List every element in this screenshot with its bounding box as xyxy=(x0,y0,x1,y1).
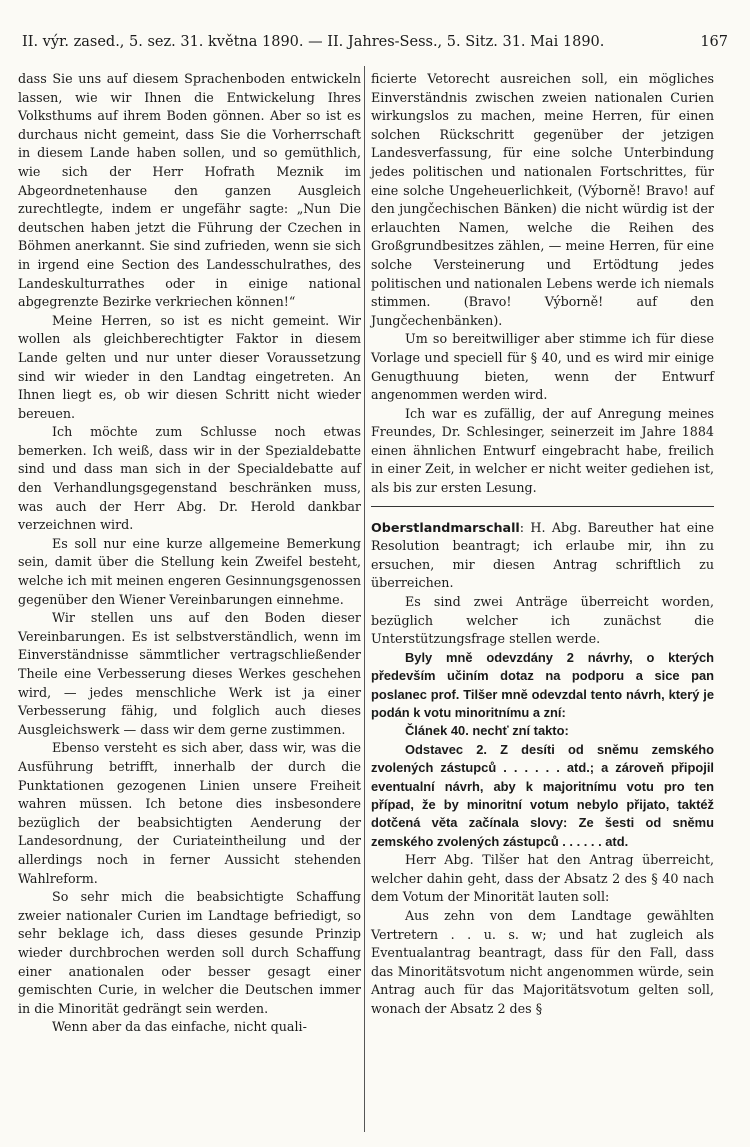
paragraph: Meine Herren, so ist es nicht gemeint. Wir wollen als gleichberechtigter Faktor in diesem Lande gelten und nur unter dieser Voraussetzung sind wir wieder in den Landtag eingetreten. An Ihnen liegt es, ob wir diesen Schritt nicht wieder bereuen. xyxy=(18,312,361,421)
paragraph: Es sind zwei Anträge überreicht worden, bezüglich welcher ich zunächst die Unterstützungsfrage stellen werde. xyxy=(371,594,714,647)
speaker-paragraph xyxy=(371,519,714,593)
paragraph: Herr Abg. Tilšer hat den Antrag überreicht, welcher dahin geht, dass der Absatz 2 des § 40 nach dem Votum der Minorität lauten soll: xyxy=(371,852,714,905)
paragraph: Wenn aber da das einfache, nicht quali- xyxy=(52,1019,307,1035)
paragraph: Ebenso versteht es sich aber, dass wir, was die Ausführung betrifft, innerhalb der durch die Punktationen gezogenen Linien unsere Freiheit wahren müssen. Ich betone dies insbesondere bezüglich der beabsichtigten Aenderung der Landesordnung, der Curiateintheilung und der allerdings noch in ferner Aussicht stehenden Wahlreform. xyxy=(18,740,361,886)
paragraph: dass Sie uns auf diesem Sprachenboden entwickeln lassen, wie wir Ihnen die Entwickelung Ihres Volksthums auf ihrem Boden gönnen. Aber so ist es durchaus nicht gemeint, dass Sie die Vorherrschaft in diesem Lande haben sollen, und so gemüthlich, wie sich der Herr Hofrath Meznik im Abgeordnetenhause den ganzen Ausgleich zurechtlegte, indem er ungefähr sagte: „Nun Die deutschen haben jetzt die Führung der Czechen in Böhmen anerkannt. Sie sind zufrieden, wenn sie sich in irgend eine Section des Landesschulrathes, des Landeskulturrathes oder in einige national abgegrenzte Bezirke verkriechen können!“ xyxy=(18,71,361,310)
header-text: II. výr. zased., 5. sez. 31. května 1890. — II. Jahres-Sess., 5. Sitz. 31. Mai 1890. xyxy=(22,34,605,50)
running-header xyxy=(22,34,728,60)
column-divider xyxy=(364,66,365,1132)
speaker-name: Oberstlandmarschall xyxy=(371,519,520,535)
paragraph: Um so bereitwilliger aber stimme ich für diese Vorlage und speciell für § 40, und es wird mir einige Genugthuung bieten, wenn der Entwurf angenommen werden wird. xyxy=(371,331,714,403)
paragraph: Aus zehn von dem Landtage gewählten Vertretern . . u. s. w; und hat zugleich als Eventualantrag beantragt, dass für den Fall, dass das Minoritätsvotum nicht angenommen würde, sein Antrag auch für das Majoritätsvotum gelten soll, wonach der Absatz 2 des § xyxy=(371,908,714,1017)
section-divider xyxy=(371,506,714,507)
paragraph: Es soll nur eine kurze allgemeine Bemerkung sein, damit über die Stellung kein Zweifel besteht, welche ich mit meinen engeren Gesinnungsgenossen gegenüber den Wiener Vereinbarungen einnehme. xyxy=(18,535,361,607)
page-number: 167 xyxy=(700,34,728,50)
paragraph: Článek 40. nechť zní takto: xyxy=(405,723,569,739)
speaker-text: : H. Abg. Bareuther hat eine Resolution beantragt; ich erlaube mir, ihn zu ersuchen, mir diesen Antrag schriftlich zu überreichen. xyxy=(371,519,714,591)
left-column xyxy=(18,70,361,1037)
paragraph: Ich möchte zum Schlusse noch etwas bemerken. Ich weiß, dass wir in der Spezialdebatte sind und dass man sich in der Specialdebatte auf den Verhandlungsgegenstand beschränken muss, was auch der Herr Abg. Dr. Herold dankbar verzeichnen wird. xyxy=(18,424,361,533)
paragraph: Wir stellen uns auf den Boden dieser Vereinbarungen. Es ist selbstverständlich, wenn im Einverständnisse sämmtlicher vertragschließender Theile eine Verbesserung dieses Werkes geschehen wird, — jedes menschliche Werk ist ja einer Verbesserung fähig, und folglich auch dieses Ausgleichswerk — dass wir dem gerne zustimmen. xyxy=(18,610,361,737)
paragraph: So sehr mich die beabsichtigte Schaffung zweier nationaler Curien im Landtage befriedigt, so sehr beklage ich, dass dieses gesunde Prinzip wieder durchbrochen werden soll durch Schaffung einer anationalen oder besser gesagt einer gemischten Curie, in welcher die Deutschen immer in die Minorität gedrängt sein werden. xyxy=(18,889,361,1016)
paragraph: Ich war es zufällig, der auf Anregung meines Freundes, Dr. Schlesinger, seinerzeit im Jahre 1884 einen ähnlichen Entwurf eingebracht habe, freilich in einer Zeit, in welcher er nicht weiter gediehen ist, als bis zur ersten Lesung. xyxy=(371,405,714,496)
paragraph: Odstavec 2. Z desíti od sněmu zemského zvolených zástupců . . . . . . atd.; a zároveň připojil eventualní návrh, aby k majoritnímu votu pro ten případ, že by minoritní votum nebylo přijato, taktéž dotčená věta začínala slovy: Ze šesti od sněmu zemského zvolených zástupců . . . . . . atd. xyxy=(371,741,714,849)
right-column xyxy=(371,70,714,1019)
paragraph: Byly mně odevzdány 2 návrhy, o kterých především učiním dotaz na podporu a sice pan poslanec prof. Tilšer mně odevzdal tento návrh, který je podán k votu minoritnímu a zní: xyxy=(371,649,714,721)
paragraph: ficierte Vetorecht ausreichen soll, ein mögliches Einverständnis zwischen zweien nationalen Curien wirkungslos zu machen, meine Herren, für einen solchen Rückschritt gegenüber der jetzigen Landesverfassung, für eine solche Unterbindung jedes politischen und nationalen Fortschrittes, für eine solche Ungeheuerlichkeit, (Výborně! Bravo! auf den jungčechischen Bänken) die nicht würdig ist der erlauchten Namen, welche die Reihen des Großgrundbesitzes zählen, — meine Herren, für eine solche Versteinerung und Ertödtung jedes politischen und nationalen Lebens werde ich niemals stimmen. (Bravo! Výborně! auf den Jungčechenbänken). xyxy=(371,71,714,328)
